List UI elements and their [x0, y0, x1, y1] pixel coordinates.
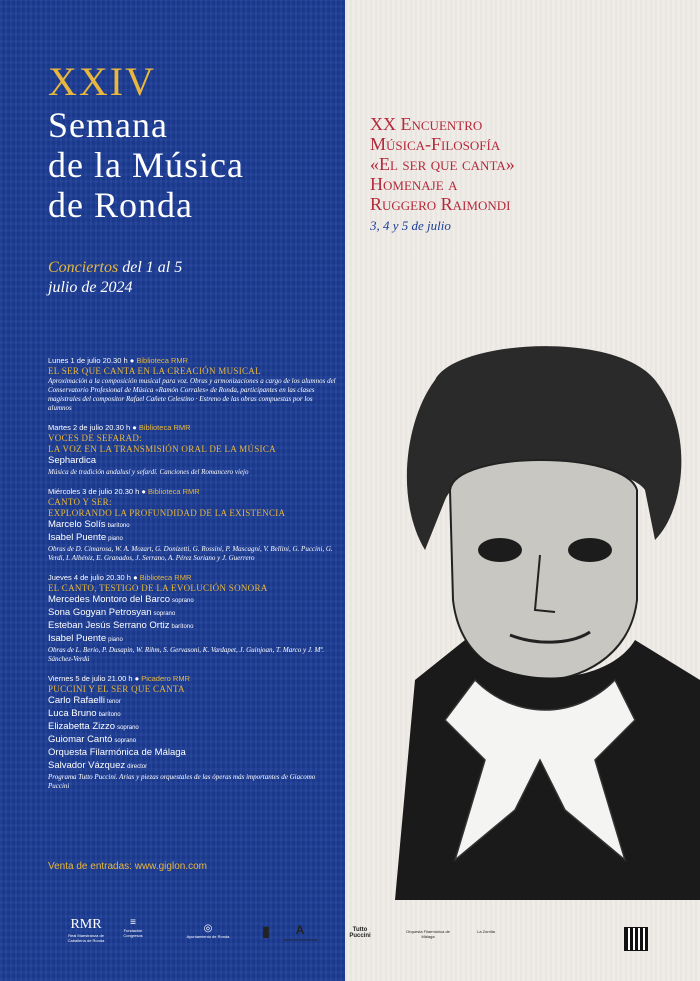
title-line-3: de Ronda [48, 185, 193, 225]
day-venue: Picadero RMR [141, 674, 190, 683]
face-shape [450, 460, 637, 680]
performer [48, 532, 338, 545]
day-time: Lunes 1 de julio 20.30 h [48, 356, 128, 365]
performer-name: Marcelo Solís [48, 519, 106, 530]
day-block [48, 423, 338, 477]
day-header: Viernes 5 de julio 21.00 h ● Picadero RMR [48, 674, 190, 683]
day-time: Viernes 5 de julio 21.00 h [48, 674, 133, 683]
event-title: VOCES DE SEFARAD: [48, 433, 142, 443]
encounter-line-5: Ruggero Raimondi [370, 194, 511, 214]
performer [48, 747, 338, 760]
logo-tutto-label: Tutto Puccini [349, 927, 371, 939]
tickets-link[interactable]: Venta de entradas: www.giglon.com [48, 861, 207, 872]
performer-name: Carlo Rafaelli [48, 695, 106, 706]
qr-code[interactable] [624, 927, 648, 951]
performer-name: Sona Gogyan Petrosyan [48, 607, 152, 618]
logo-junta: A Junta de Andalucía [282, 923, 318, 942]
performer [48, 633, 338, 646]
performer-name: Mercedes Montoro del Barco [48, 594, 170, 605]
encounter-title [370, 114, 690, 234]
left-eye [478, 538, 522, 562]
program-list [48, 356, 338, 801]
performer-role: piano [108, 637, 123, 643]
performer-name: Guiomar Cantó [48, 734, 113, 745]
day-block [48, 674, 338, 791]
logo-zorrilla-label: La Zorrilla [477, 929, 495, 934]
day-header: Martes 2 de julio 20.30 h ● Biblioteca RMR [48, 423, 191, 432]
event-description: Obras de D. Cimarosa, W. A. Mozart, G. Donizetti, G. Rossini, P. Mascagni, V. Bellini, G. Puccini, G. Verdi, I. Albéniz, E. Granados, J. Serrano, A. Pérez Soriano y J. Guerrero [48, 545, 333, 562]
sponsor-logos [0, 905, 700, 965]
logo-rmr-label: Real Maestranza de Caballería de Ronda [67, 933, 105, 943]
performer-role: soprano [171, 598, 194, 604]
logo-ofm [404, 929, 452, 939]
performer-role: director [127, 764, 148, 770]
event-title: CANTO Y SER: [48, 497, 112, 507]
day-time: Martes 2 de julio 20.30 h [48, 423, 131, 432]
event-description: Programa Tutto Puccini. Arias y piezas orquestales de las óperas más importantes de Giacomo Puccini [48, 773, 316, 790]
right-eye [568, 538, 612, 562]
logo-rmr: RMR Real Maestranza de Caballería de Ronda [67, 917, 105, 943]
encounter-dates: 3, 4 y 5 de julio [370, 218, 451, 233]
performer-name: Salvador Vázquez [48, 760, 126, 771]
encounter-line-4: Homenaje a [370, 174, 458, 194]
encounter-line-3: «El ser que canta» [370, 154, 515, 174]
event-description: Obras de L. Berio, P. Dusapin, W. Rihm, S. Gervasoni, K. Vardapet, J. Guinjoan, T. Marco y J. Mª. Sánchez-Verdú [48, 646, 325, 663]
performer-role: piano [108, 536, 123, 542]
performer-name: Orquesta Filarmónica de Málaga [48, 747, 186, 758]
performer-name: Elizabetta Zizzo [48, 721, 116, 732]
portrait-illustration [375, 340, 700, 900]
day-venue: Biblioteca RMR [136, 356, 189, 365]
logo-fundacion-label: Fundación Congresos [123, 928, 143, 938]
performer-role: soprano [153, 611, 176, 617]
performer-role: soprano [114, 738, 137, 744]
performer-role: barítono [98, 712, 121, 718]
logo-zorrilla [466, 929, 506, 934]
logo-ayuntamiento: ◎ Ayuntamiento de Ronda [186, 923, 230, 939]
event-description: Música de tradición andalusí y sefardí. Canciones del Romancero viejo [48, 468, 249, 476]
day-venue: Biblioteca RMR [148, 487, 200, 496]
day-block [48, 487, 338, 563]
event-description: Aproximación a la composición musical para voz. Obras y armonizaciones a cargo de los alumnos del Conservatorio Profesional de Música «Ramón Corrales» de Ronda, participantes en las clases magistrales del compositor Rafael Cañete Celestino · Estreno de las obras compuestas por los alumnos [48, 377, 336, 412]
day-venue: Biblioteca RMR [138, 423, 191, 432]
concert-dates [48, 258, 308, 298]
day-venue: Biblioteca RMR [139, 573, 192, 582]
event-title: PUCCINI Y EL SER QUE CANTA [48, 684, 185, 694]
logo-fundacion: ≡ Fundación Congresos [123, 917, 143, 938]
performer-name: Sephardica [48, 455, 97, 466]
performer [48, 708, 338, 721]
logo-ayuntamiento-label: Ayuntamiento de Ronda [186, 934, 230, 939]
event-title: EXPLORANDO LA PROFUNDIDAD DE LA EXISTENCIA [48, 508, 286, 518]
event-title: EL CANTO, TESTIGO DE LA EVOLUCIÓN SONORA [48, 583, 268, 593]
day-time: Miércoles 3 de julio 20.30 h [48, 487, 140, 496]
performer-role: soprano [117, 725, 139, 731]
logo-tutto-puccini [342, 927, 378, 939]
encounter-line-2: Música-Filosofía [370, 134, 501, 154]
edition-number: XXIV [48, 59, 156, 104]
day-block [48, 573, 338, 664]
performer-role: barítono [107, 523, 130, 529]
logo-shield: ▮ [262, 923, 270, 939]
performer [48, 594, 338, 607]
performer [48, 721, 338, 734]
day-header: Lunes 1 de julio 20.30 h ● Biblioteca RMR [48, 356, 189, 365]
dates-range: del 1 al 5 [118, 259, 183, 276]
performer-name: Isabel Puente [48, 532, 107, 543]
event-title: LA VOZ EN LA TRANSMISIÓN ORAL DE LA MÚSICA [48, 444, 276, 454]
performer-role: tenor [107, 699, 121, 705]
dates-label: Conciertos [48, 259, 119, 276]
performer-name: Esteban Jesús Serrano Ortiz [48, 620, 170, 631]
performer-name: Isabel Puente [48, 633, 107, 644]
performer [48, 734, 338, 747]
event-title: EL SER QUE CANTA EN LA CREACIÓN MUSICAL [48, 366, 261, 376]
day-block [48, 356, 338, 413]
performer [48, 620, 338, 633]
performer [48, 760, 338, 773]
performer [48, 607, 338, 620]
dates-month: julio de 2024 [48, 279, 133, 296]
performer [48, 455, 338, 468]
performer-role: barítono [171, 624, 194, 630]
title-line-1: Semana [48, 105, 168, 145]
performer-name: Luca Bruno [48, 708, 97, 719]
logo-ofm-label: Orquesta Filarmónica de Málaga [406, 929, 450, 939]
logo-junta-label: Junta de Andalucía [282, 937, 318, 942]
day-time: Jueves 4 de julio 20.30 h [48, 573, 131, 582]
performer [48, 519, 338, 532]
encounter-line-1: XX Encuentro [370, 114, 483, 134]
day-header: Jueves 4 de julio 20.30 h ● Biblioteca RMR [48, 573, 192, 582]
performer [48, 695, 338, 708]
day-header: Miércoles 3 de julio 20.30 h ● Biblioteca RMR [48, 487, 200, 496]
title-line-2: de la Música [48, 145, 244, 185]
